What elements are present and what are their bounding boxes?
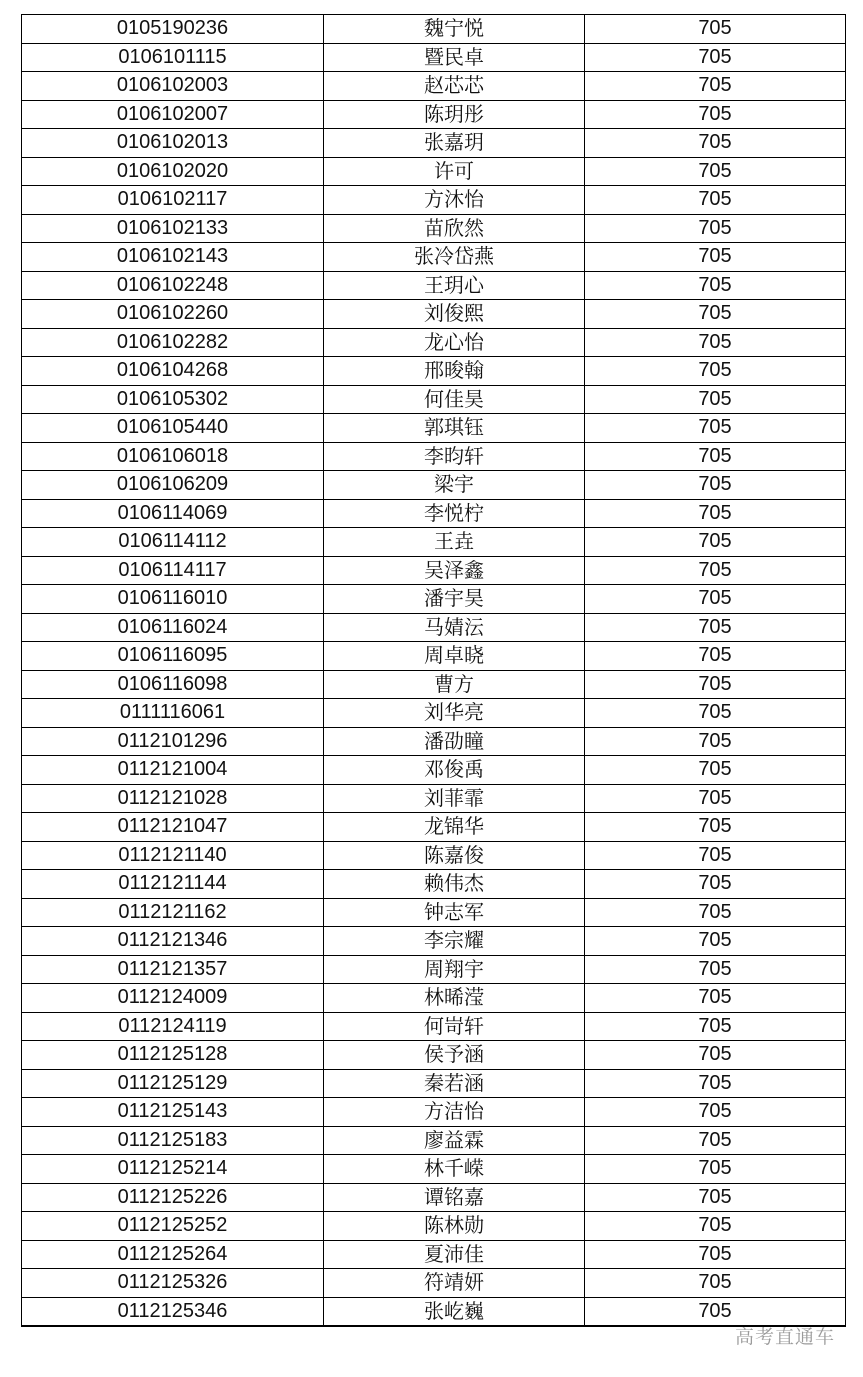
name-cell: 夏沛佳 (324, 1240, 585, 1269)
name-cell: 邓俊禹 (324, 756, 585, 785)
name-cell: 龙锦华 (324, 813, 585, 842)
id-cell: 0112125252 (22, 1212, 324, 1241)
id-cell: 0106101115 (22, 43, 324, 72)
table-row (22, 841, 846, 870)
table-row (22, 471, 846, 500)
table-row (22, 927, 846, 956)
score-cell: 705 (585, 1069, 846, 1098)
id-cell: 0106102013 (22, 129, 324, 158)
id-cell: 0106102117 (22, 186, 324, 215)
name-cell: 郭琪钰 (324, 414, 585, 443)
id-cell: 0106106018 (22, 442, 324, 471)
score-cell: 705 (585, 43, 846, 72)
id-cell: 0106104268 (22, 357, 324, 386)
name-cell: 陈嘉俊 (324, 841, 585, 870)
table-row (22, 357, 846, 386)
score-cell: 705 (585, 1012, 846, 1041)
id-cell: 0106105302 (22, 385, 324, 414)
score-cell: 705 (585, 613, 846, 642)
name-cell: 李昀轩 (324, 442, 585, 471)
id-cell: 0106114117 (22, 556, 324, 585)
table-row (22, 699, 846, 728)
table-row (22, 328, 846, 357)
name-cell: 陈林勋 (324, 1212, 585, 1241)
score-cell: 705 (585, 585, 846, 614)
score-cell: 705 (585, 1269, 846, 1298)
name-cell: 吴泽鑫 (324, 556, 585, 585)
id-cell: 0112121162 (22, 898, 324, 927)
table-row (22, 15, 846, 44)
id-cell: 0106116010 (22, 585, 324, 614)
score-cell: 705 (585, 1098, 846, 1127)
name-cell: 秦若涵 (324, 1069, 585, 1098)
table-row (22, 1155, 846, 1184)
table-row (22, 442, 846, 471)
score-cell: 705 (585, 642, 846, 671)
name-cell: 刘华亮 (324, 699, 585, 728)
results-table (21, 14, 846, 1327)
table-row (22, 414, 846, 443)
score-cell: 705 (585, 756, 846, 785)
name-cell: 何岢轩 (324, 1012, 585, 1041)
id-cell: 0106114112 (22, 528, 324, 557)
name-cell: 潘劭瞳 (324, 727, 585, 756)
table-row (22, 1183, 846, 1212)
score-cell: 705 (585, 1240, 846, 1269)
id-cell: 0112121047 (22, 813, 324, 842)
table-row (22, 613, 846, 642)
score-cell: 705 (585, 243, 846, 272)
name-cell: 钟志军 (324, 898, 585, 927)
score-cell: 705 (585, 927, 846, 956)
table-row (22, 898, 846, 927)
name-cell: 曹方 (324, 670, 585, 699)
name-cell: 陈玥彤 (324, 100, 585, 129)
results-table-body (22, 15, 846, 1327)
score-cell: 705 (585, 499, 846, 528)
table-row (22, 727, 846, 756)
table-row (22, 300, 846, 329)
id-cell: 0112125128 (22, 1041, 324, 1070)
id-cell: 0112125214 (22, 1155, 324, 1184)
id-cell: 0112124119 (22, 1012, 324, 1041)
table-row (22, 1126, 846, 1155)
name-cell: 周卓晓 (324, 642, 585, 671)
id-cell: 0106106209 (22, 471, 324, 500)
id-cell: 0112125264 (22, 1240, 324, 1269)
score-cell: 705 (585, 898, 846, 927)
score-cell: 705 (585, 813, 846, 842)
score-cell: 705 (585, 670, 846, 699)
id-cell: 0106114069 (22, 499, 324, 528)
name-cell: 方洁怡 (324, 1098, 585, 1127)
score-cell: 705 (585, 186, 846, 215)
id-cell: 0106102020 (22, 157, 324, 186)
results-sheet (21, 14, 845, 1327)
watermark-label: 高考直通车 (734, 1326, 835, 1348)
name-cell: 何佳昊 (324, 385, 585, 414)
score-cell: 705 (585, 15, 846, 44)
table-row (22, 499, 846, 528)
table-row (22, 784, 846, 813)
id-cell: 0112121346 (22, 927, 324, 956)
id-cell: 0112121028 (22, 784, 324, 813)
name-cell: 张屹巍 (324, 1297, 585, 1326)
table-row (22, 43, 846, 72)
table-row (22, 157, 846, 186)
score-cell: 705 (585, 300, 846, 329)
name-cell: 林晞滢 (324, 984, 585, 1013)
name-cell: 符靖妍 (324, 1269, 585, 1298)
name-cell: 赖伟杰 (324, 870, 585, 899)
table-row (22, 756, 846, 785)
id-cell: 0106102282 (22, 328, 324, 357)
name-cell: 潘宇昊 (324, 585, 585, 614)
score-cell: 705 (585, 271, 846, 300)
id-cell: 0106116024 (22, 613, 324, 642)
name-cell: 王玥心 (324, 271, 585, 300)
name-cell: 赵芯芯 (324, 72, 585, 101)
id-cell: 0112121144 (22, 870, 324, 899)
table-row (22, 870, 846, 899)
id-cell: 0111116061 (22, 699, 324, 728)
score-cell: 705 (585, 471, 846, 500)
score-cell: 705 (585, 841, 846, 870)
score-cell: 705 (585, 1041, 846, 1070)
id-cell: 0112124009 (22, 984, 324, 1013)
table-row (22, 72, 846, 101)
name-cell: 林千嵘 (324, 1155, 585, 1184)
id-cell: 0112125183 (22, 1126, 324, 1155)
score-cell: 705 (585, 1126, 846, 1155)
name-cell: 刘菲霏 (324, 784, 585, 813)
score-cell: 705 (585, 442, 846, 471)
name-cell: 梁宇 (324, 471, 585, 500)
name-cell: 许可 (324, 157, 585, 186)
name-cell: 暨民卓 (324, 43, 585, 72)
table-row (22, 1098, 846, 1127)
name-cell: 马婧沄 (324, 613, 585, 642)
id-cell: 0106102133 (22, 214, 324, 243)
table-row (22, 585, 846, 614)
table-row (22, 955, 846, 984)
score-cell: 705 (585, 1155, 846, 1184)
id-cell: 0106102248 (22, 271, 324, 300)
table-row (22, 129, 846, 158)
id-cell: 0106105440 (22, 414, 324, 443)
id-cell: 0106102143 (22, 243, 324, 272)
table-row (22, 813, 846, 842)
score-cell: 705 (585, 1183, 846, 1212)
id-cell: 0106116098 (22, 670, 324, 699)
id-cell: 0106116095 (22, 642, 324, 671)
name-cell: 王垚 (324, 528, 585, 557)
id-cell: 0112125326 (22, 1269, 324, 1298)
id-cell: 0112125143 (22, 1098, 324, 1127)
score-cell: 705 (585, 1297, 846, 1326)
id-cell: 0112125129 (22, 1069, 324, 1098)
score-cell: 705 (585, 129, 846, 158)
id-cell: 0106102003 (22, 72, 324, 101)
score-cell: 705 (585, 157, 846, 186)
score-cell: 705 (585, 699, 846, 728)
name-cell: 张嘉玥 (324, 129, 585, 158)
name-cell: 周翔宇 (324, 955, 585, 984)
table-row (22, 556, 846, 585)
id-cell: 0112121004 (22, 756, 324, 785)
table-row (22, 100, 846, 129)
id-cell: 0112101296 (22, 727, 324, 756)
id-cell: 0106102007 (22, 100, 324, 129)
name-cell: 苗欣然 (324, 214, 585, 243)
table-row (22, 1041, 846, 1070)
score-cell: 705 (585, 214, 846, 243)
name-cell: 方沐怡 (324, 186, 585, 215)
score-cell: 705 (585, 955, 846, 984)
name-cell: 魏宁悦 (324, 15, 585, 44)
name-cell: 邢晙翰 (324, 357, 585, 386)
name-cell: 侯予涵 (324, 1041, 585, 1070)
table-row (22, 385, 846, 414)
name-cell: 廖益霖 (324, 1126, 585, 1155)
table-row (22, 528, 846, 557)
name-cell: 龙心怡 (324, 328, 585, 357)
table-row (22, 1269, 846, 1298)
name-cell: 李悦柠 (324, 499, 585, 528)
score-cell: 705 (585, 727, 846, 756)
name-cell: 谭铭嘉 (324, 1183, 585, 1212)
score-cell: 705 (585, 328, 846, 357)
table-row (22, 1240, 846, 1269)
id-cell: 0112125226 (22, 1183, 324, 1212)
name-cell: 刘俊熙 (324, 300, 585, 329)
id-cell: 0112121140 (22, 841, 324, 870)
table-row (22, 642, 846, 671)
score-cell: 705 (585, 528, 846, 557)
table-row (22, 984, 846, 1013)
score-cell: 705 (585, 784, 846, 813)
table-row (22, 1069, 846, 1098)
table-row (22, 214, 846, 243)
id-cell: 0112125346 (22, 1297, 324, 1326)
score-cell: 705 (585, 984, 846, 1013)
id-cell: 0112121357 (22, 955, 324, 984)
table-row (22, 243, 846, 272)
score-cell: 705 (585, 72, 846, 101)
table-row (22, 1012, 846, 1041)
score-cell: 705 (585, 870, 846, 899)
score-cell: 705 (585, 1212, 846, 1241)
table-row (22, 1297, 846, 1326)
table-row (22, 271, 846, 300)
name-cell: 李宗耀 (324, 927, 585, 956)
score-cell: 705 (585, 100, 846, 129)
score-cell: 705 (585, 357, 846, 386)
id-cell: 0106102260 (22, 300, 324, 329)
id-cell: 0105190236 (22, 15, 324, 44)
table-row (22, 1212, 846, 1241)
table-row (22, 186, 846, 215)
table-row (22, 670, 846, 699)
score-cell: 705 (585, 414, 846, 443)
name-cell: 张冷岱燕 (324, 243, 585, 272)
score-cell: 705 (585, 556, 846, 585)
score-cell: 705 (585, 385, 846, 414)
